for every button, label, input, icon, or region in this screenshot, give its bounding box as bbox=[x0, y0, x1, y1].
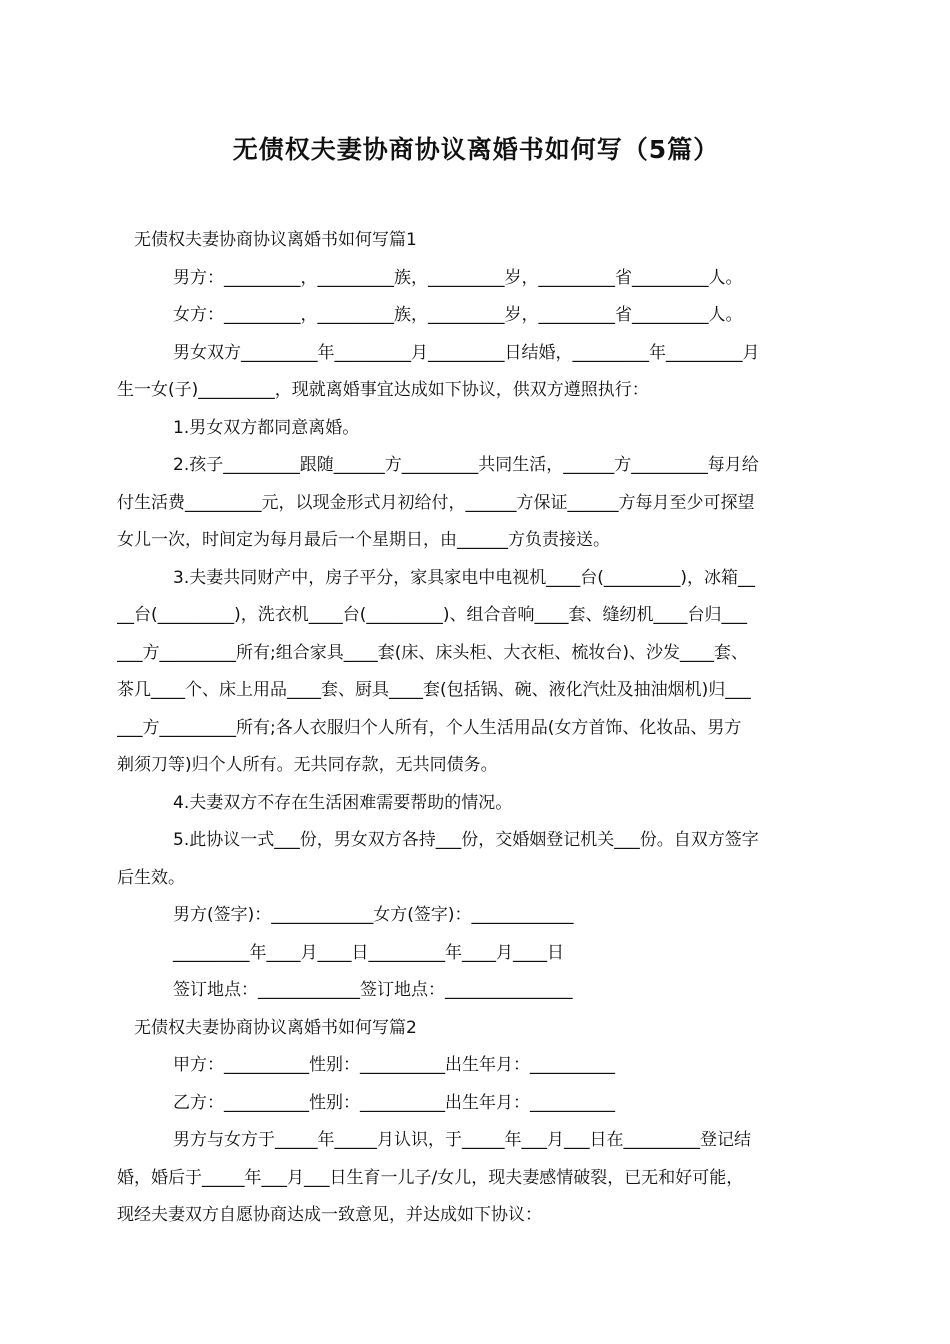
paragraph-line: 4.夫妻双方不存在生活困难需要帮助的情况。 bbox=[173, 792, 513, 813]
location-line: 签订地点：____________签订地点：_______________ bbox=[173, 980, 573, 1000]
paragraph-line: 女儿一次，时间定为每月最后一个星期日，由______方负责接送。 bbox=[117, 530, 610, 550]
paragraph-line: 茶几____个、床上用品____套、厨具____套(包括锅、碗、液化汽灶及抽油烟机)归___ bbox=[117, 680, 751, 700]
paragraph-line: 乙方：__________性别：__________出生年月：__________ bbox=[173, 1092, 615, 1113]
page-title: 无债权夫妻协商协议离婚书如何写（5篇） bbox=[232, 135, 720, 164]
paragraph-line: 付生活费_________元，以现金形式月初给付，______方保证______方每月至少可探望 bbox=[117, 492, 755, 513]
paragraph-line: 男女双方_________年_________月_________日结婚，_________年_________月 bbox=[173, 342, 760, 363]
paragraph-line: 剃须刀等)归个人所有。无共同存款，无共同债务。 bbox=[117, 755, 498, 775]
paragraph-line: 男方：_________，_________族，_________岁，_________省_________人。 bbox=[173, 267, 743, 288]
paragraph-line: 后生效。 bbox=[117, 867, 185, 888]
paragraph-line: 男方与女方于_____年_____月认识，于_____年___月___日在_________登记结 bbox=[173, 1130, 751, 1150]
paragraph-line: 1.男女双方都同意离婚。 bbox=[173, 417, 360, 438]
paragraph-line: 3.夫妻共同财产中，房子平分，家具家电中电视机____台(_________)，冰箱__ bbox=[173, 567, 755, 588]
paragraph-line: 女方：_________，_________族，_________岁，_________省_________人。 bbox=[173, 305, 743, 325]
date-line: _________年____月____日_________年____月____日 bbox=[173, 942, 564, 963]
paragraph-line: __台(_________)，洗衣机____台(_________)、组合音响____套、缝纫机____台归___ bbox=[117, 605, 748, 625]
paragraph-line: 甲方：__________性别：__________出生年月：__________ bbox=[173, 1055, 615, 1075]
paragraph-line: 现经夫妻双方自愿协商达成一致意见，并达成如下协议： bbox=[117, 1205, 542, 1225]
signature-line: 男方(签字)：____________女方(签字)：____________ bbox=[173, 905, 574, 925]
paragraph-line: 2.孩子_________跟随______方_________共同生活，______方_________每月给 bbox=[173, 455, 759, 475]
paragraph-line: 生一女(子)_________，现就离婚事宜达成如下协议，供双方遵照执行： bbox=[117, 380, 649, 400]
paragraph-line: ___方_________所有;各人衣服归个人所有，个人生活用品(女方首饰、化妆品、男方 bbox=[117, 717, 742, 738]
paragraph-line: 婚，婚后于_____年___月___日生育一儿子/女儿，现夫妻感情破裂，已无和好可能， bbox=[117, 1167, 744, 1188]
paragraph-line: ___方_________所有;组合家具____套(床、床头柜、大衣柜、梳妆台)、沙发____套、 bbox=[117, 642, 748, 663]
section-heading: 无债权夫妻协商协议离婚书如何写篇1 bbox=[134, 230, 417, 250]
section-heading: 无债权夫妻协商协议离婚书如何写篇2 bbox=[134, 1017, 417, 1038]
paragraph-line: 5.此协议一式___份，男女双方各持___份，交婚姻登记机关___份。自双方签字 bbox=[173, 830, 759, 850]
